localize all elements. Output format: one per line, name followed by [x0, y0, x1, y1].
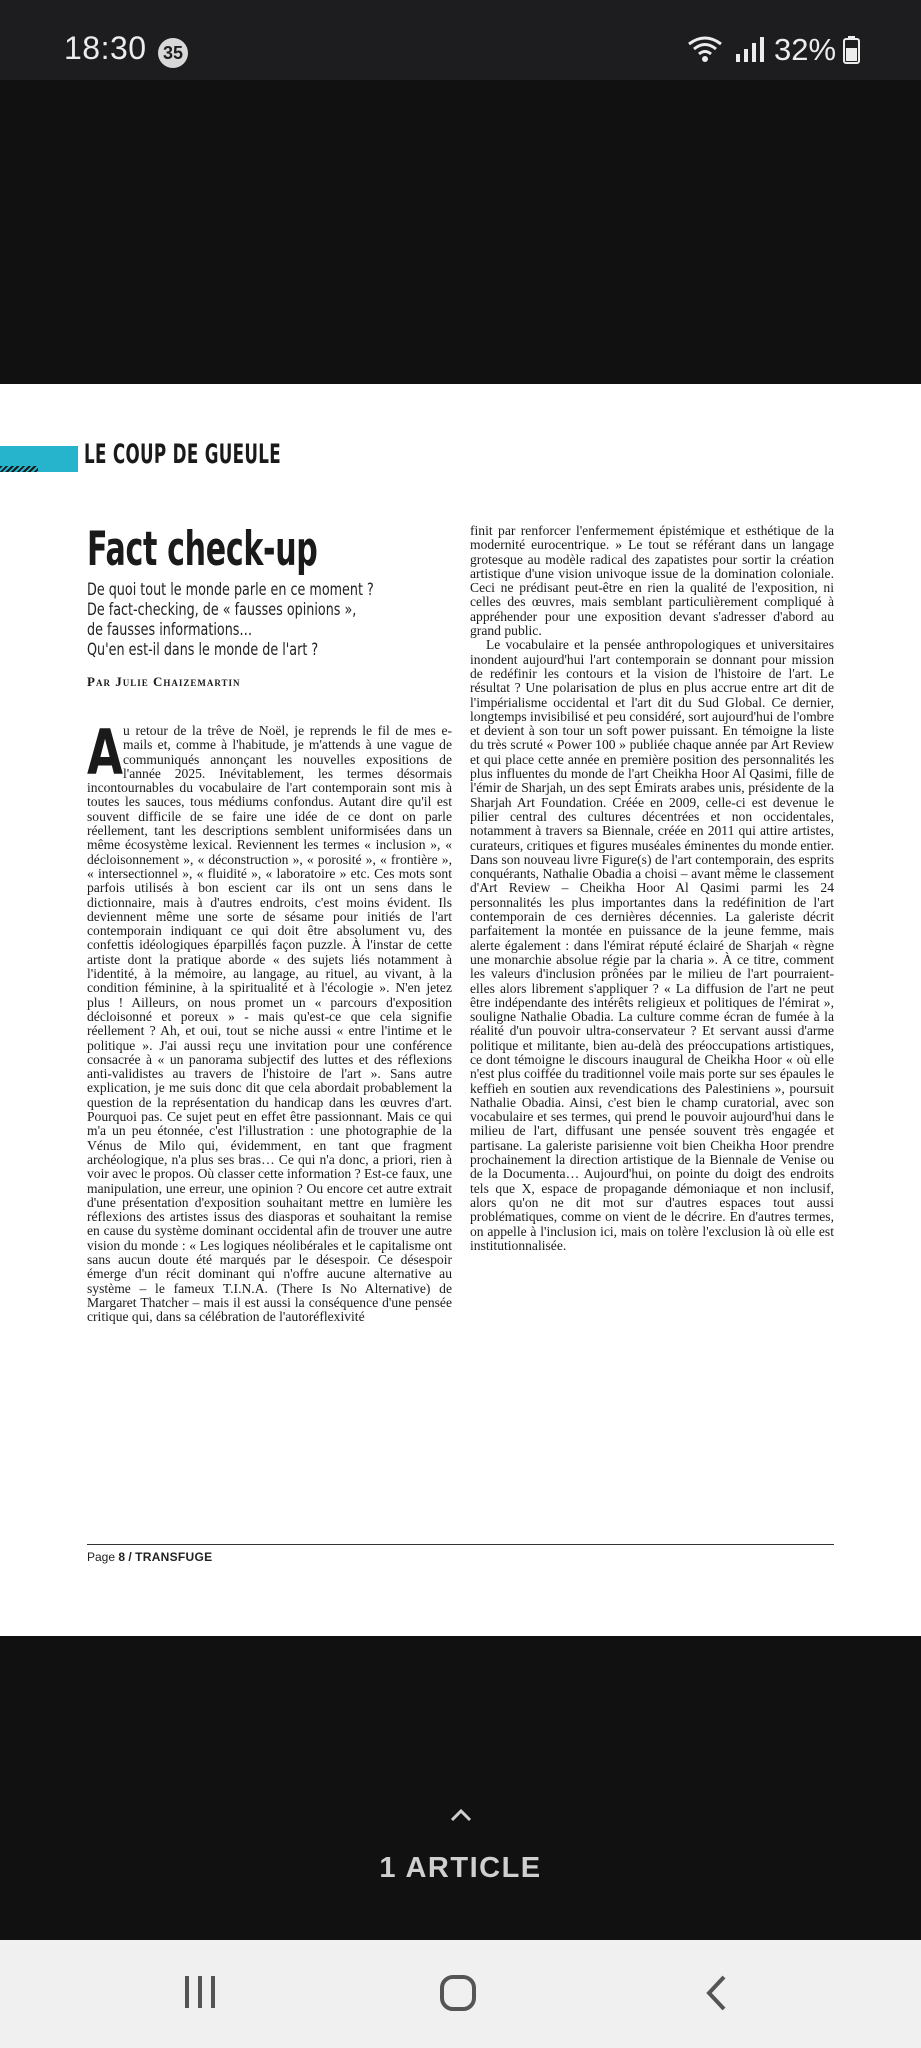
footer-page-number: 8	[118, 1550, 126, 1564]
subtitle-line: Qu'en est-il dans le monde de l'art ?	[87, 640, 319, 660]
left-column	[87, 524, 452, 1324]
drop-cap: A	[87, 716, 123, 789]
wifi-icon	[686, 34, 724, 64]
recents-icon[interactable]	[183, 1974, 217, 2010]
right-column	[470, 524, 834, 1253]
signal-icon	[734, 36, 766, 64]
paragraph: finit par renforcer l'enfermement épistémique et esthétique de la modernité eurocentrique. » Le tout se référant dans un langage grotesque au modèle radical des zapatistes pour sortir la création artistique d'une vision univoque issue de la domination coloniale. Ceci ne prédisant peut-être en rien la qualité de l'exposition, ni celles des œuvres, mais semblant particulièrement compliqué à appréhender pour une exposition devant s'adresser d'abord au grand public.	[470, 523, 834, 639]
back-icon[interactable]	[704, 1974, 728, 2012]
paragraph: Le vocabulaire et la pensée anthropologiques et universitaires inondent aujourd'hui l'art contemporain se donnant pour mission de redéfinir les contours et la vision de l'histoire de l'art. Le résultat ? Une polarisation de plus en plus accrue entre art dit de l'impérialisme occidental et l'art dit du Sud Global. Ce dernier, longtemps invisibilisé et peu considéré, sort aujourd'hui de l'ombre et devient à son tour un soft power puissant. En témoigne la liste du très scruté « Power 100 » publiée chaque année par Art Review et qui place cette année en première position des personnalités les plus influentes du monde de l'art Cheikha Hoor Al Qasimi, fille de l'émir de Sharjah, un des sept Émirats arabes unis, présidente de la Sharjah Art Foundation. Créée en 2009, celle-ci est devenue le pilier central des cultures décentrées et non occidentales, notamment à travers sa Biennale, créée en 2011 qui attire artistes, curateurs, critiques et figures muséales éminentes du monde entier. Dans son nouveau livre Figure(s) de l'art contemporain, des esprits conquérants, Nathalie Obadia a choisi – avant même le classement d'Art Review – Cheikha Hoor Al Qasimi parmi les 24 personnalités les plus importantes dans la redéfinition de l'art contemporain de ces dernières décennies. La galeriste décrit parfaitement la montée en puissance de la jeune femme, mais alerte également : dans l'émirat réputé éclairé de Sharjah « règne une monarchie absolue régie par la charia ». À ce titre, comment les valeurs d'inclusion prônées par le milieu de l'art pourraient-elles alors librement s'appliquer ? « La diffusion de l'art ne peut être indépendante des intérêts religieux et politiques de l'émirat », souligne Nathalie Obadia. La culture comme écran de fumée à la réalité d'un pouvoir ultra-conservateur ? Et servant aussi d'arme politique et militante, bien au-delà des préoccupations artistiques, ce dont témoigne le discours inaugural de Cheikha Hoor « où elle n'est plus coiffée du traditionnel voile mais porte sur ses épaules le keffieh en soutien aux revendications des Palestiniens », poursuit Nathalie Obadia. Ainsi, c'est bien le champ curatorial, avec son vocabulaire et ses termes, qui prend le pouvoir aujourd'hui dans le milieu de l'art, diffusant une pensée souvent très engagée et partisane. La galeriste parisienne voit bien Cheikha Hoor prendre prochainement la direction artistique de la Biennale de Venise ou de la Documenta… Aujourd'hui, on pointe du doigt des endroits tels que X, espace de propagande démoniaque et non inclusif, alors qu'on ne dit mot sur d'autres espaces tout aussi problématiques, comme on vient de le décrire. En d'autres termes, on appelle à l'inclusion ici, mais on tolère l'exclusion là où elle est institutionnalisée.	[470, 637, 834, 1253]
article-title: Fact check-up	[87, 522, 318, 577]
footer-rule	[87, 1544, 834, 1545]
navigation-bar	[0, 1940, 921, 2048]
article-subtitle	[87, 580, 452, 660]
status-bar	[0, 0, 921, 80]
page-footer	[87, 1550, 212, 1564]
chevron-up-icon[interactable]	[450, 1808, 472, 1822]
subtitle-line: de fausses informations…	[87, 620, 253, 640]
footer-brand: TRANSFUGE	[135, 1550, 213, 1564]
footer-separator: /	[128, 1550, 132, 1564]
footer-page-label: Page	[87, 1550, 116, 1564]
magazine-page[interactable]	[0, 384, 921, 1636]
article-count-button[interactable]: 1 ARTICLE	[379, 1852, 542, 1884]
paragraph: u retour de la trêve de Noël, je reprends le fil de mes e-mails et, comme à l'habitude, je m'attends à une vague de communiqués annonçant les nouvelles expositions de l'année 2025. Inévitablement, les termes désormais incontournables du vocabulaire de l'art contemporain sont mis à toutes les sauces, tous médiums confondus. Autant dire qu'il est souvent difficile de se faire une idée de ce dont on parle réellement, tant les descriptions semblent uniformisées dans un même écosystème lexical. Reviennent les termes « inclusion », « décloisonnement », « déconstruction », « porosité », « frontière », « intersectionnel », « fluidité », « laboratoire » etc. Ces mots sont parfois utilisés à bon escient car ils ont un sens dans le dictionnaire, mais à d'autres endroits, c'est moins évident. Ils deviennent même une sorte de sésame pour initiés de l'art contemporain indiquant ce qui doit être absolument vu, des confettis idéologiques éparpillés façon puzzle. À l'instar de cette artiste dont la pratique aborde « des sujets liés notamment à l'identité, à la mémoire, au langage, au rituel, au vivant, à la condition féminine, à la spiritualité et à l'écologie ». N'en jetez plus ! Ailleurs, on nous promet un « parcours d'exposition décloisonné et poreux » - mais qu'est-ce que cela signifie réellement ? Ah, et oui, tout se niche aussi « entre l'intime et le politique ». J'ai aussi reçu une invitation pour une conférence consacrée à « un panorama subjectif des luttes et des réflexions anti-validistes au travers de l'histoire de l'art ». Sans autre explication, je me suis donc dit que cela abordait probablement la question de la représentation du handicap dans les œuvres d'art. Pourquoi pas. Ce sujet peut en effet être passionnant. Mais ce qui m'a un peu étonnée, c'est l'illustration : une photographie de la Vénus de Milo qui, évidemment, en tant que fragment archéologique, n'a plus ses bras… Ce qui n'a donc, a priori, rien à voir avec le propos. Où classer cette information ? Est-ce faux, une manipulation, une erreur, une opinion ? Ou encore cet autre extrait d'une présentation d'exposition souhaitant mettre en lumière les réflexions des artistes issus des diasporas et souhaitant la remise en cause du système dominant occidental afin de trouver une autre vision du monde : « Les logiques néolibérales et le capitalisme ont sans aucun doute été marqués par le désespoir. Ce désespoir émerge d'un récit dominant qui n'offre aucune alternative au système – le fameux T.I.N.A. (There Is No Alternative) de Margaret Thatcher – mais il est aussi la conséquence d'une pensée critique qui, dans sa célébration de l'autoréflexivité	[87, 723, 453, 1325]
section-title: LE COUP DE GUEULE	[84, 439, 282, 470]
subtitle-line: De fact-checking, de « fausses opinions »,	[87, 600, 357, 620]
notification-badge: 35	[158, 38, 188, 68]
subtitle-line: De quoi tout le monde parle en ce moment ?	[87, 580, 374, 600]
home-icon[interactable]	[439, 1974, 477, 2012]
section-hatch	[0, 466, 38, 472]
article-body-left	[87, 716, 453, 1325]
battery-percent: 32%	[774, 32, 837, 67]
clock: 18:30	[64, 30, 147, 66]
battery-icon	[843, 36, 860, 64]
byline: Par Julie Chaizemartin	[87, 674, 241, 689]
